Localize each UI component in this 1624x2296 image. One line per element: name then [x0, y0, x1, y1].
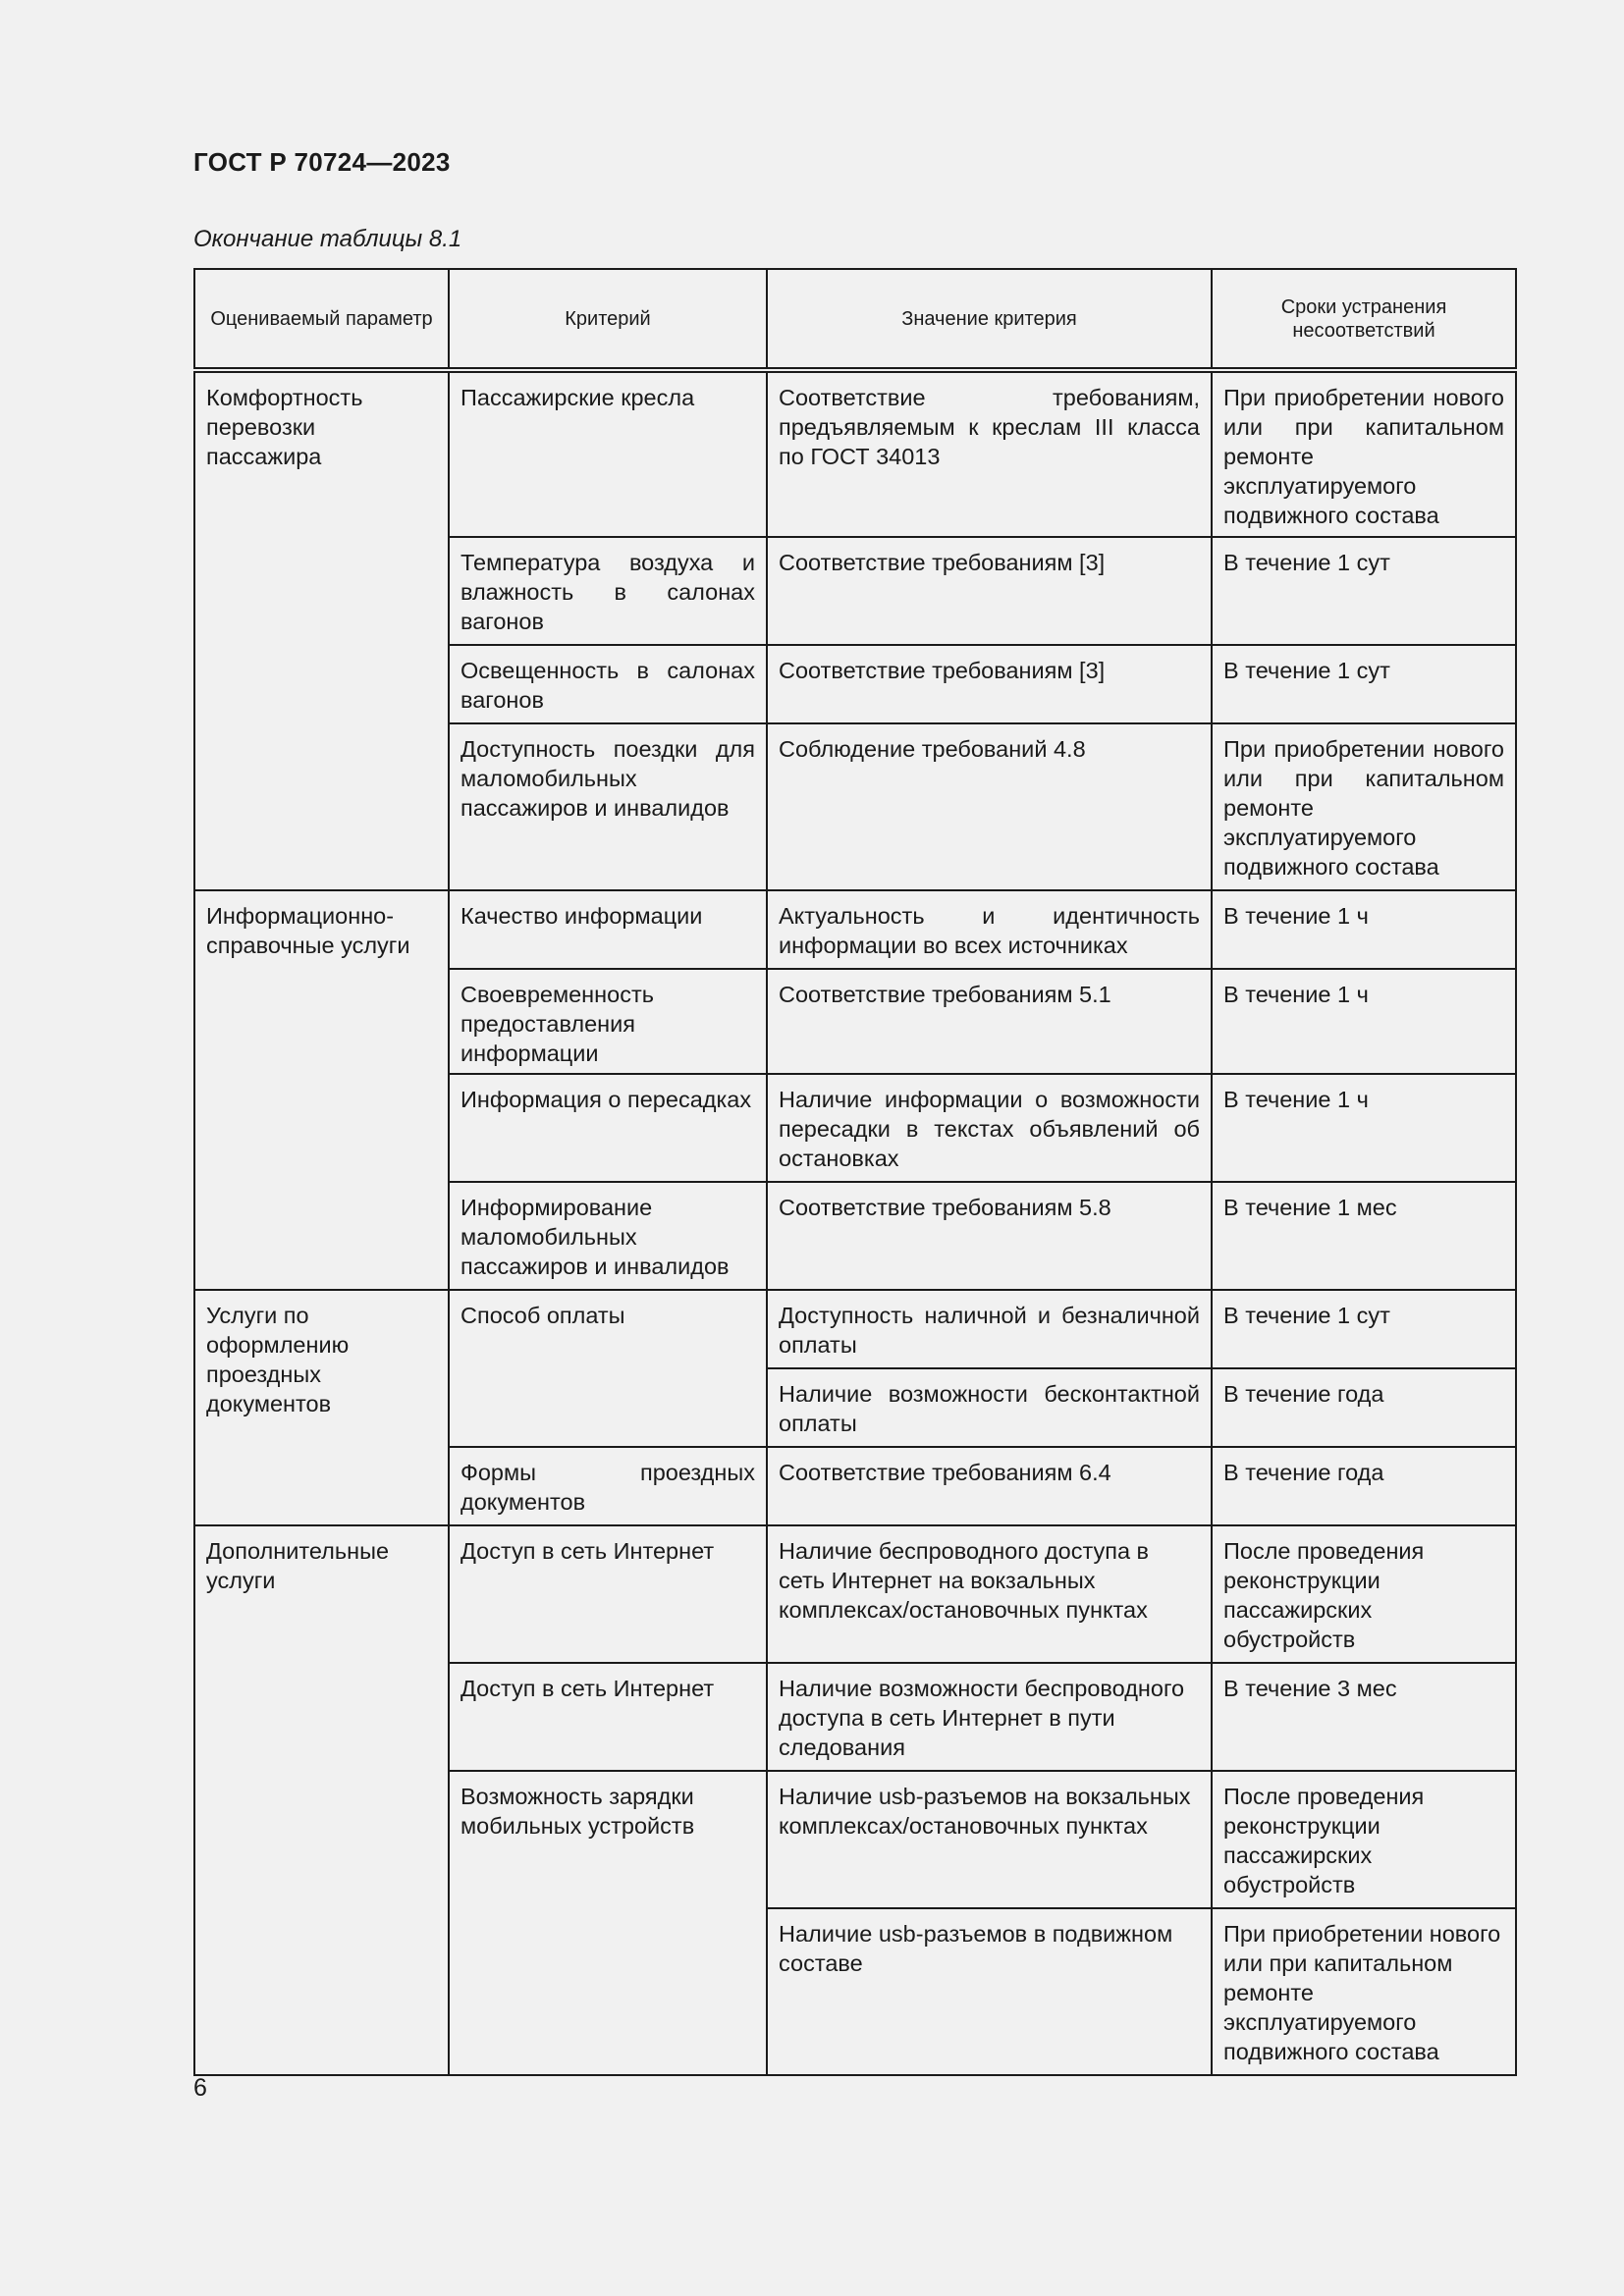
table-row — [194, 890, 1516, 969]
value-cell: Наличие возможности беспроводного доступа в сеть Интернет в пути следования — [767, 1663, 1212, 1771]
deadline-cell: В течение года — [1212, 1368, 1516, 1447]
value-cell: Соответствие требованиям [3] — [767, 537, 1212, 645]
value-cell: Соответствие требованиям 5.1 — [767, 969, 1212, 1074]
parameter-cell: Дополнительные услуги — [194, 1525, 449, 2075]
value-cell: Наличие usb-разъемов на вокзальных комплексах/остановочных пунктах — [767, 1771, 1212, 1908]
requirements-table — [193, 268, 1517, 2076]
value-cell: Наличие информации о возможности пересадки в текстах объявлений об остановках — [767, 1074, 1212, 1182]
deadline-cell: После проведения реконструкции пассажирских обустройств — [1212, 1525, 1516, 1663]
deadline-cell: В течение 1 мес — [1212, 1182, 1516, 1290]
value-cell: Соответствие требованиям, предъявляемым к креслам III класса по ГОСТ 34013 — [767, 370, 1212, 537]
criterion-cell: Информирование маломобильных пассажиров и инвалидов — [449, 1182, 767, 1290]
parameter-cell: Услуги по оформлению проездных документов — [194, 1290, 449, 1525]
column-header: Оцениваемый параметр — [194, 269, 449, 370]
deadline-cell: После проведения реконструкции пассажирских обустройств — [1212, 1771, 1516, 1908]
value-cell: Соответствие требованиям 5.8 — [767, 1182, 1212, 1290]
deadline-cell: В течение 1 ч — [1212, 969, 1516, 1074]
parameter-cell: Комфортность перевозки пассажира — [194, 370, 449, 890]
criterion-cell: Доступность поездки для маломобильных пассажиров и инвалидов — [449, 723, 767, 890]
table-row — [194, 370, 1516, 537]
value-cell: Соответствие требованиям [3] — [767, 645, 1212, 723]
value-cell: Соответствие требованиям 6.4 — [767, 1447, 1212, 1525]
deadline-cell: В течение 1 сут — [1212, 1290, 1516, 1368]
value-cell: Соблюдение требований 4.8 — [767, 723, 1212, 890]
deadline-cell: В течение 1 сут — [1212, 537, 1516, 645]
criterion-cell: Информация о пересадках — [449, 1074, 767, 1182]
column-header: Сроки устранения несоответствий — [1212, 269, 1516, 370]
value-cell: Наличие usb-разъемов в подвижном составе — [767, 1908, 1212, 2075]
criterion-cell: Своевременность предоставления информации — [449, 969, 767, 1074]
deadline-cell: В течение 1 ч — [1212, 1074, 1516, 1182]
criterion-cell: Доступ в сеть Интернет — [449, 1525, 767, 1663]
value-cell: Наличие беспроводного доступа в сеть Интернет на вокзальных комплексах/остановочных пунктах — [767, 1525, 1212, 1663]
criterion-cell: Формы проездных документов — [449, 1447, 767, 1525]
parameter-cell: Информационно-справочные услуги — [194, 890, 449, 1290]
criterion-cell: Способ оплаты — [449, 1290, 767, 1447]
deadline-cell: При приобретении нового или при капитальном ремонте эксплуатируемого подвижного состава — [1212, 1908, 1516, 2075]
column-header: Критерий — [449, 269, 767, 370]
page-number: 6 — [193, 2074, 207, 2102]
value-cell: Доступность наличной и безналичной оплаты — [767, 1290, 1212, 1368]
value-cell: Актуальность и идентичность информации во всех источниках — [767, 890, 1212, 969]
table-row — [194, 1525, 1516, 1663]
column-header: Значение критерия — [767, 269, 1212, 370]
criterion-cell: Пассажирские кресла — [449, 370, 767, 537]
document-id: ГОСТ Р 70724—2023 — [193, 147, 451, 177]
criterion-cell: Освещенность в салонах вагонов — [449, 645, 767, 723]
deadline-cell: В течение 1 сут — [1212, 645, 1516, 723]
deadline-cell: В течение 1 ч — [1212, 890, 1516, 969]
table-caption: Окончание таблицы 8.1 — [193, 226, 462, 252]
deadline-cell: В течение года — [1212, 1447, 1516, 1525]
table-header-row — [194, 269, 1516, 370]
criterion-cell: Доступ в сеть Интернет — [449, 1663, 767, 1771]
deadline-cell: При приобретении нового или при капитальном ремонте эксплуатируемого подвижного состава — [1212, 723, 1516, 890]
table-row — [194, 1290, 1516, 1368]
criterion-cell: Качество информации — [449, 890, 767, 969]
deadline-cell: При приобретении нового или при капитальном ремонте эксплуатируемого подвижного состава — [1212, 370, 1516, 537]
deadline-cell: В течение 3 мес — [1212, 1663, 1516, 1771]
criterion-cell: Температура воздуха и влажность в салонах вагонов — [449, 537, 767, 645]
criterion-cell: Возможность зарядки мобильных устройств — [449, 1771, 767, 2075]
value-cell: Наличие возможности бесконтактной оплаты — [767, 1368, 1212, 1447]
